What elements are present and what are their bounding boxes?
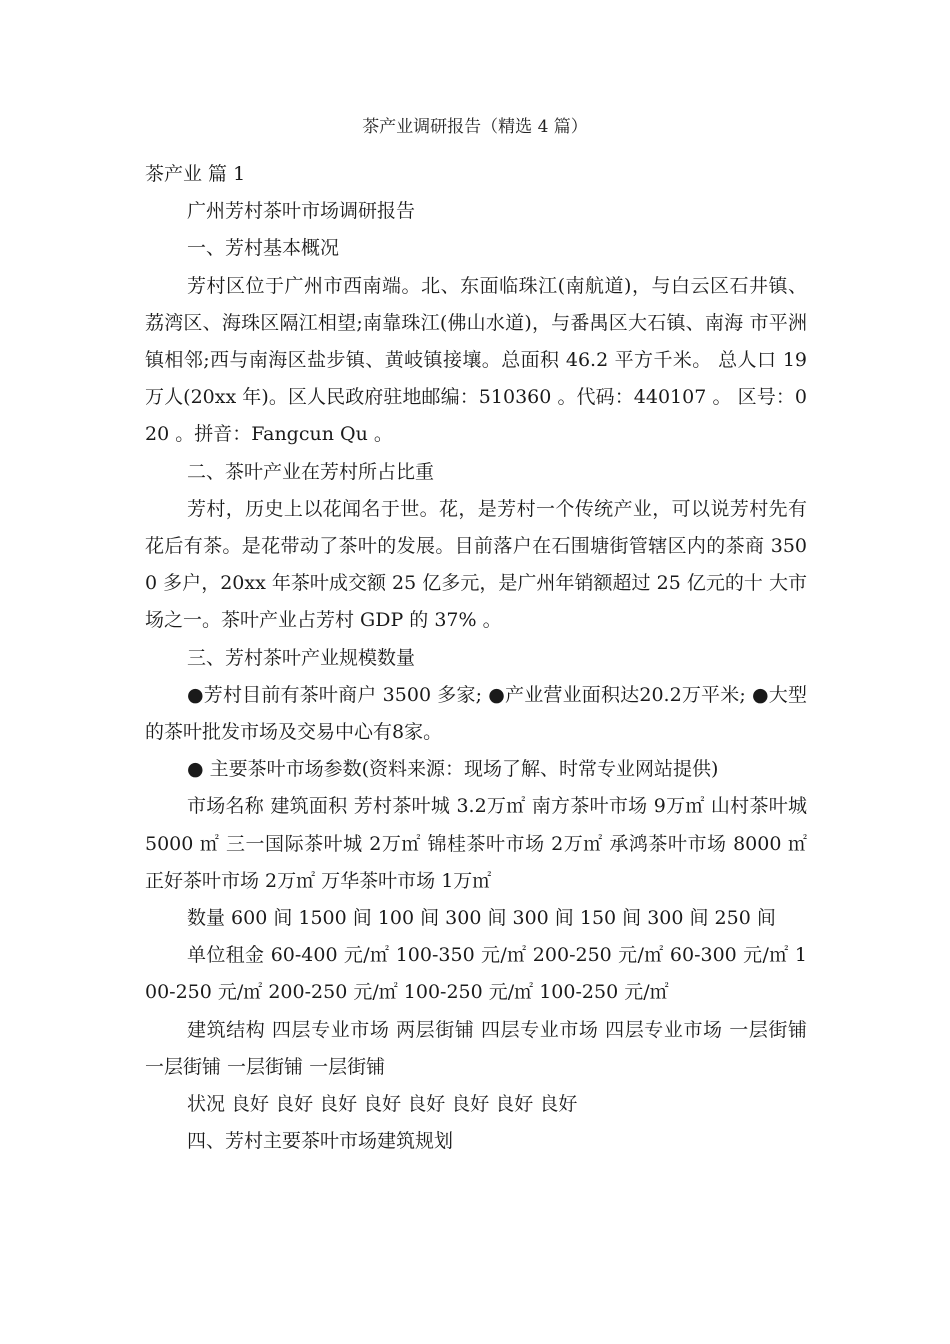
paragraph-market-names-area: 市场名称 建筑面积 芳村茶叶城 3.2万㎡ 南方茶叶市场 9万㎡ 山村茶叶城 5000 ㎡ 三一国际茶叶城 2万㎡ 锦桂茶叶市场 2万㎡ 承鸿茶叶市场 8000 ㎡ 正好茶叶市场 2万㎡ 万华茶叶市场 1万㎡ (145, 795, 807, 892)
paragraph-market-structure: 建筑结构 四层专业市场 两层街铺 四层专业市场 四层专业市场 一层街铺 一层街铺 一层街铺 一层街铺 (145, 1018, 807, 1078)
paragraph-market-rent: 单位租金 60-400 元/㎡ 100-350 元/㎡ 200-250 元/㎡ 60-300 元/㎡ 100-250 元/㎡ 200-250 元/㎡ 100-250 元/㎡ 100-250 元/㎡ (145, 944, 807, 1004)
paragraph-market-params-intro: ● 主要茶叶市场参数(资料来源：现场了解、时常专业网站提供) (187, 758, 719, 781)
section-heading: 茶产业 篇 1 (145, 163, 246, 185)
report-title: 广州芳村茶叶市场调研报告 (187, 200, 416, 223)
heading-overview: 一、芳村基本概况 (187, 237, 340, 260)
document-body (145, 156, 807, 1160)
paragraph-overview: 芳村区位于广州市西南端。北、东面临珠江(南航道)，与白云区石井镇、 荔湾区、海珠区隔江相望;南靠珠江(佛山水道)，与番禺区大石镇、南海 市平洲镇相邻;西与南海区盐步镇、黄岐镇接壤。总面积 46.2 平方千米。 总人口 19 万人(20xx 年)。区人民政府驻地邮编：510360 。代码：440107 。 区号：020 。拼音：Fangcun Qu 。 (145, 274, 807, 446)
document-title: 茶产业调研报告（精选 4 篇） (362, 117, 588, 137)
paragraph-scale-bullets: ●芳村目前有茶叶商户 3500 多家; ●产业营业面积达20.2万平米; ●大型的茶叶批发市场及交易中心有8家。 (145, 683, 807, 744)
paragraph-market-quantity: 数量 600 间 1500 间 100 间 300 间 300 间 150 间 300 间 250 间 (187, 907, 776, 930)
paragraph-market-status: 状况 良好 良好 良好 良好 良好 良好 良好 良好 (187, 1093, 578, 1116)
heading-proportion: 二、茶叶产业在芳村所占比重 (187, 460, 435, 483)
heading-scale: 三、芳村茶叶产业规模数量 (187, 646, 416, 669)
heading-planning: 四、芳村主要茶叶市场建筑规划 (187, 1130, 454, 1153)
paragraph-proportion: 芳村，历史上以花闻名于世。花，是芳村一个传统产业，可以说芳村先有 花后有茶。是花带动了茶叶的发展。目前落户在石围塘街管辖区内的茶商 3500 多户，20xx 年茶叶成交额 25 亿多元，是广州年销额超过 25 亿元的十 大市场之一。茶叶产业占芳村 GDP 的 37% 。 (145, 497, 807, 632)
